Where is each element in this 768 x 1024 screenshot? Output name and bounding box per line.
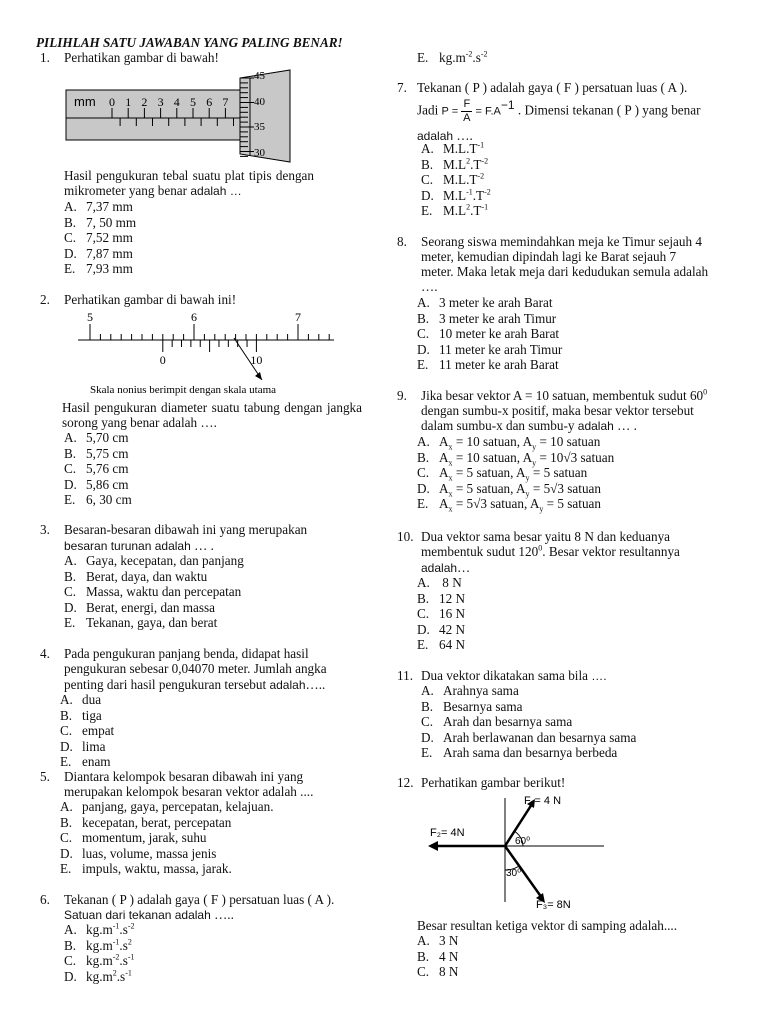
option-text: 5,75 cm bbox=[86, 445, 129, 461]
option-label: C. bbox=[60, 723, 73, 738]
option-label: B. bbox=[60, 707, 73, 723]
option-label: C. bbox=[60, 830, 73, 845]
question-stem-formula: Jadi P = $\frac{F}{A}$ = $F.A^{-1}$ . Dimensi tekanan ( P ) yang benar bbox=[417, 98, 701, 124]
answer-option[interactable] bbox=[417, 50, 488, 65]
answer-option[interactable] bbox=[417, 311, 556, 326]
answer-option[interactable] bbox=[60, 815, 231, 830]
option-text: 7,52 mm bbox=[86, 230, 133, 245]
question-stem: Seorang siswa memindahkan meja ke Timur sejauh 4 bbox=[421, 234, 702, 249]
answer-option[interactable] bbox=[421, 699, 522, 714]
question-number: 8. bbox=[397, 234, 407, 249]
angle-30-label: 30⁰ bbox=[506, 868, 522, 879]
option-label: B. bbox=[60, 814, 73, 830]
answer-option[interactable] bbox=[417, 949, 458, 964]
question-stem-cont: dalam sumbu-x dan sumbu-y adalah … . bbox=[421, 418, 637, 433]
main-scale-label: 4 bbox=[173, 95, 180, 109]
question-number: 4. bbox=[40, 646, 50, 661]
option-label: A. bbox=[421, 683, 434, 698]
question-stem: Jika besar vektor A = 10 satuan, membentuk sudut $60^0$ bbox=[421, 387, 708, 403]
answer-option[interactable] bbox=[64, 569, 207, 584]
option-label: D. bbox=[417, 341, 430, 357]
option-label: E. bbox=[60, 754, 72, 769]
question-number: 2. bbox=[40, 292, 50, 307]
option-text: 12 N bbox=[439, 590, 466, 606]
answer-option[interactable] bbox=[417, 575, 462, 590]
option-label: C. bbox=[421, 714, 434, 729]
option-text: Besarnya sama bbox=[443, 698, 523, 714]
vernier-label: 0 bbox=[159, 353, 166, 367]
option-label: B. bbox=[417, 449, 430, 465]
option-text: kecepatan, berat, percepatan bbox=[82, 814, 232, 830]
answer-option[interactable] bbox=[417, 496, 601, 514]
option-text: 10 meter ke arah Barat bbox=[439, 326, 560, 341]
option-label: E. bbox=[60, 861, 72, 876]
option-text: $M.L.T^{-1}$ bbox=[443, 140, 485, 156]
option-text: $kg.m^{-2}.s^{-2}$ bbox=[439, 49, 488, 65]
option-text: Arah dan besarnya sama bbox=[443, 714, 573, 729]
force-vector-figure bbox=[420, 790, 610, 912]
option-label: B. bbox=[417, 590, 430, 606]
answer-option[interactable] bbox=[417, 480, 601, 499]
answer-option[interactable] bbox=[60, 830, 207, 845]
answer-option[interactable] bbox=[417, 606, 465, 621]
option-text: $M.L^2.T^{-1}$ bbox=[443, 202, 489, 218]
answer-option[interactable] bbox=[421, 683, 519, 698]
option-text: Massa, waktu dan percepatan bbox=[86, 584, 242, 599]
option-label: A. bbox=[417, 434, 430, 449]
question-stem-cont: adalah… bbox=[421, 560, 471, 575]
answer-option[interactable] bbox=[64, 953, 135, 968]
answer-option[interactable] bbox=[421, 203, 488, 218]
answer-option[interactable] bbox=[417, 342, 562, 357]
option-label: A. bbox=[417, 575, 430, 590]
option-label: D. bbox=[421, 187, 434, 203]
answer-option[interactable] bbox=[417, 622, 465, 637]
option-text: 5,86 cm bbox=[86, 476, 129, 492]
main-scale-label: 2 bbox=[141, 95, 148, 109]
option-label: A. bbox=[64, 430, 77, 445]
option-label: C. bbox=[421, 172, 434, 187]
question-stem: Dua vektor dikatakan sama bila …. bbox=[421, 668, 607, 683]
question-stem-cont: Satuan dari tekanan adalah ….. bbox=[64, 907, 234, 922]
option-text: $M.L^2.T^{-2}$ bbox=[443, 156, 489, 172]
question-number: 10. bbox=[397, 529, 414, 544]
answer-option[interactable] bbox=[421, 188, 491, 203]
answer-option[interactable] bbox=[64, 430, 129, 445]
question-stem-cont: merupakan kelompok besaran vektor adalah .... bbox=[64, 784, 314, 799]
question-number: 12. bbox=[397, 775, 414, 790]
option-text: 7,37 mm bbox=[86, 199, 133, 214]
option-label: C. bbox=[64, 953, 77, 968]
option-label: C. bbox=[417, 465, 430, 480]
answer-option[interactable] bbox=[64, 600, 215, 615]
option-label: A. bbox=[417, 933, 430, 948]
question-stem: Diantara kelompok besaran dibawah ini yang bbox=[64, 769, 304, 784]
answer-option[interactable] bbox=[421, 730, 636, 745]
option-text: momentum, jarak, suhu bbox=[82, 830, 207, 845]
answer-option[interactable] bbox=[64, 230, 133, 245]
answer-option[interactable] bbox=[417, 326, 559, 341]
option-label: B. bbox=[64, 445, 77, 461]
answer-option[interactable] bbox=[421, 141, 484, 156]
option-text: $A_x = 5$ satuan, $A_y = 5$ satuan bbox=[439, 465, 588, 483]
answer-option[interactable] bbox=[64, 938, 132, 953]
option-text: Gaya, kecepatan, dan panjang bbox=[86, 553, 244, 568]
option-text: $kg.m^2.s^{-1}$ bbox=[86, 968, 132, 984]
f2-label: F₂= 4N bbox=[430, 827, 465, 839]
option-label: D. bbox=[64, 599, 77, 615]
option-text: 16 N bbox=[439, 606, 466, 621]
answer-option[interactable] bbox=[64, 446, 129, 461]
answer-option[interactable] bbox=[417, 964, 458, 979]
question-stem: Tekanan ( P ) adalah gaya ( F ) persatuan luas ( A ). bbox=[417, 80, 688, 95]
question-stem-cont: besaran turunan adalah … . bbox=[64, 538, 214, 553]
option-label: C. bbox=[64, 584, 77, 599]
option-text: 7, 50 mm bbox=[86, 214, 137, 230]
option-text: 3 meter ke arah Barat bbox=[439, 295, 553, 310]
option-label: C. bbox=[64, 230, 77, 245]
option-text: 8 N bbox=[439, 964, 459, 979]
question-stem-cont: pengukuran sebesar 0,04070 meter. Jumlah angka bbox=[64, 661, 327, 676]
option-text: $M.L.T^{-2}$ bbox=[443, 171, 485, 187]
option-text: 5,76 cm bbox=[86, 461, 129, 476]
answer-option[interactable] bbox=[417, 295, 553, 310]
option-text: $A_x = 5√3$ satuan, $A_y = 5$ satuan bbox=[439, 496, 601, 514]
option-label: B. bbox=[421, 698, 434, 714]
figure-caption: Skala nonius berimpit dengan skala utama bbox=[90, 384, 277, 396]
question-stem-cont: membentuk sudut $120^0$. Besar vektor resultannya bbox=[421, 543, 680, 559]
option-label: B. bbox=[64, 937, 77, 953]
question-stem-cont: meter, kemudian dipindah lagi ke Barat sejauh 7 bbox=[421, 249, 677, 264]
answer-option[interactable] bbox=[64, 922, 135, 937]
option-text: 64 N bbox=[439, 637, 466, 652]
option-text: Berat, daya, dan waktu bbox=[86, 568, 208, 584]
question-stem: Perhatikan gambar di bawah ini! bbox=[64, 292, 237, 307]
micrometer-thimble bbox=[240, 70, 290, 162]
question-number: 3. bbox=[40, 522, 50, 537]
question-stem: Pada pengukuran panjang benda, didapat hasil bbox=[64, 646, 309, 661]
question-number: 9. bbox=[397, 388, 407, 403]
answer-option[interactable] bbox=[417, 465, 588, 483]
question-stem: Perhatikan gambar berikut! bbox=[421, 775, 566, 790]
main-scale-label: 1 bbox=[125, 95, 132, 109]
thimble-label: 40 bbox=[254, 96, 265, 108]
option-label: B. bbox=[417, 948, 430, 964]
option-text: 7,87 mm bbox=[86, 245, 133, 261]
option-text: $A_x = 5$ satuan, $A_y = 5√3$ satuan bbox=[439, 480, 601, 499]
option-text: panjang, gaya, percepatan, kelajuan. bbox=[82, 799, 274, 814]
main-scale-label: 6 bbox=[191, 310, 197, 324]
answer-option[interactable] bbox=[417, 637, 465, 652]
answer-option[interactable] bbox=[64, 246, 133, 261]
option-label: E. bbox=[64, 492, 76, 507]
question-number: 11. bbox=[397, 668, 413, 683]
option-text: dua bbox=[82, 692, 102, 707]
answer-option[interactable] bbox=[421, 172, 484, 187]
main-scale-label: 3 bbox=[157, 95, 164, 109]
option-text: Arah sama dan besarnya berbeda bbox=[443, 745, 618, 760]
thimble-label: 45 bbox=[254, 70, 265, 82]
option-label: D. bbox=[64, 245, 77, 261]
option-text: $kg.m^{-1}.s^{-2}$ bbox=[86, 921, 135, 937]
answer-option[interactable] bbox=[64, 969, 132, 984]
option-text: tiga bbox=[82, 707, 102, 723]
option-label: A. bbox=[417, 295, 430, 310]
angle-60-label: 60⁰ bbox=[515, 836, 531, 847]
question-stem-cont: …. bbox=[421, 279, 438, 294]
option-label: D. bbox=[417, 480, 430, 496]
option-label: A. bbox=[64, 199, 77, 214]
option-text: enam bbox=[82, 754, 111, 769]
micrometer-figure bbox=[62, 68, 302, 168]
option-text: luas, volume, massa jenis bbox=[82, 845, 217, 861]
thimble-label: 35 bbox=[254, 121, 265, 133]
answer-option[interactable] bbox=[60, 692, 101, 707]
option-label: D. bbox=[64, 968, 77, 984]
option-label: B. bbox=[417, 310, 430, 326]
question-stem: Tekanan ( P ) adalah gaya ( F ) persatuan luas ( A ). bbox=[64, 892, 335, 907]
main-scale-label: 7 bbox=[295, 310, 301, 324]
option-label: E. bbox=[417, 496, 429, 511]
option-text: impuls, waktu, massa, jarak. bbox=[82, 861, 232, 876]
question-body: Hasil pengukuran tebal suatu plat tipis dengan mikrometer yang benar adalah … bbox=[64, 168, 314, 199]
question-number: 7. bbox=[397, 80, 407, 95]
answer-option[interactable] bbox=[64, 215, 136, 230]
option-text: 11 meter ke arah Timur bbox=[439, 341, 563, 357]
question-stem: Dua vektor sama besar yaitu 8 N dan keduanya bbox=[421, 529, 671, 544]
option-text: 42 N bbox=[439, 621, 466, 637]
option-label: B. bbox=[64, 568, 77, 584]
option-text: 5,70 cm bbox=[86, 430, 129, 445]
answer-option[interactable] bbox=[64, 261, 133, 276]
answer-option[interactable] bbox=[64, 461, 129, 476]
question-body: Hasil pengukuran diameter suatu tabung dengan jangka sorong yang benar adalah …. bbox=[62, 400, 362, 431]
option-label: A. bbox=[421, 141, 434, 156]
option-label: E. bbox=[417, 637, 429, 652]
option-label: D. bbox=[60, 845, 73, 861]
option-label: A. bbox=[64, 922, 77, 937]
main-scale-label: 7 bbox=[222, 95, 229, 109]
answer-option[interactable] bbox=[64, 553, 244, 568]
option-text: empat bbox=[82, 723, 115, 738]
answer-option[interactable] bbox=[64, 615, 217, 630]
option-label: B. bbox=[421, 156, 434, 172]
option-text: 8 N bbox=[439, 575, 462, 590]
f3-label: F₃= 8N bbox=[536, 899, 571, 911]
answer-option[interactable] bbox=[417, 449, 615, 468]
page-instruction: PILIHLAH SATU JAWABAN YANG PALING BENAR! bbox=[36, 35, 343, 50]
answer-option[interactable] bbox=[60, 799, 274, 814]
answer-option[interactable] bbox=[421, 745, 617, 760]
option-label: D. bbox=[421, 729, 434, 745]
option-label: E. bbox=[421, 745, 433, 760]
option-text: 3 N bbox=[439, 933, 459, 948]
option-label: E. bbox=[64, 261, 76, 276]
answer-option[interactable] bbox=[64, 477, 129, 492]
main-scale-label: 5 bbox=[87, 310, 93, 324]
answer-option[interactable] bbox=[64, 584, 241, 599]
answer-option[interactable] bbox=[60, 846, 216, 861]
option-label: E. bbox=[417, 357, 429, 372]
answer-option[interactable] bbox=[60, 861, 232, 876]
option-label: A. bbox=[60, 799, 73, 814]
vernier-caliper-figure bbox=[72, 308, 342, 400]
question-stem-cont: dengan sumbu-x positif, maka besar vektor tersebut bbox=[421, 403, 694, 418]
option-text: 11 meter ke arah Barat bbox=[439, 357, 559, 372]
option-text: $kg.m^{-2}.s^{-1}$ bbox=[86, 952, 135, 968]
f1-label: F₁= 4 N bbox=[524, 795, 562, 807]
option-label: D. bbox=[64, 476, 77, 492]
main-scale-label: 6 bbox=[206, 95, 213, 109]
question-stem-cont: meter. Maka letak meja dari kedudukan semula adalah bbox=[421, 264, 709, 279]
option-text: 3 meter ke arah Timur bbox=[439, 310, 557, 326]
option-label: A. bbox=[64, 553, 77, 568]
option-label: E. bbox=[421, 203, 433, 218]
option-text: Berat, energi, dan massa bbox=[86, 599, 216, 615]
answer-option[interactable] bbox=[417, 933, 458, 948]
question-stem: Besaran-besaran dibawah ini yang merupakan bbox=[64, 522, 308, 537]
question-stem-cont: adalah …. bbox=[417, 128, 473, 143]
option-label: C. bbox=[64, 461, 77, 476]
question-number: 5. bbox=[40, 769, 50, 784]
unit-label: mm bbox=[74, 94, 96, 109]
option-label: D. bbox=[417, 621, 430, 637]
answer-option[interactable] bbox=[64, 199, 133, 214]
f2-arrowhead bbox=[428, 841, 438, 851]
option-label: C. bbox=[417, 964, 430, 979]
answer-option[interactable] bbox=[60, 754, 111, 769]
question-body: Besar resultan ketiga vektor di samping adalah.... bbox=[417, 918, 678, 933]
answer-option[interactable] bbox=[60, 739, 105, 754]
answer-option[interactable] bbox=[64, 492, 132, 507]
option-text: Arah berlawanan dan besarnya sama bbox=[443, 729, 637, 745]
option-label: B. bbox=[64, 214, 77, 230]
option-text: lima bbox=[82, 738, 106, 754]
option-text: 6, 30 cm bbox=[86, 492, 132, 507]
answer-option[interactable] bbox=[421, 157, 488, 172]
option-text: $kg.m^{-1}.s^2$ bbox=[86, 937, 132, 953]
option-label: E. bbox=[417, 50, 429, 65]
answer-option[interactable] bbox=[60, 708, 102, 723]
option-text: $M.L^{-1}.T^{-2}$ bbox=[443, 187, 491, 203]
answer-option[interactable] bbox=[421, 714, 572, 729]
option-text: 4 N bbox=[439, 948, 459, 964]
option-text: 7,93 mm bbox=[86, 261, 133, 276]
option-text: Arahnya sama bbox=[443, 683, 519, 698]
thimble-label: 30 bbox=[254, 147, 265, 159]
question-number: 1. bbox=[40, 50, 50, 65]
vernier-label: 10 bbox=[250, 353, 263, 367]
answer-option[interactable] bbox=[60, 723, 114, 738]
option-label: C. bbox=[417, 606, 430, 621]
option-label: A. bbox=[60, 692, 73, 707]
question-stem-cont: penting dari hasil pengukuran tersebut adalah….. bbox=[64, 677, 326, 692]
answer-option[interactable] bbox=[417, 434, 601, 452]
option-label: D. bbox=[60, 738, 73, 754]
fraction: $\frac{F}{A}$ bbox=[463, 98, 471, 124]
option-label: C. bbox=[417, 326, 430, 341]
option-text: $A_x = 10$ satuan, $A_y = 10√3$ satuan bbox=[439, 449, 615, 468]
answer-option[interactable] bbox=[417, 357, 559, 372]
option-text: Tekanan, gaya, dan berat bbox=[86, 615, 218, 630]
question-number: 6. bbox=[40, 892, 50, 907]
answer-option[interactable] bbox=[417, 591, 465, 606]
main-scale-label: 5 bbox=[190, 95, 196, 109]
question-stem: Perhatikan gambar di bawah! bbox=[64, 50, 219, 65]
option-text: $A_x = 10$ satuan, $A_y = 10$ satuan bbox=[439, 434, 601, 452]
main-scale-label: 0 bbox=[109, 95, 115, 109]
option-label: E. bbox=[64, 615, 76, 630]
